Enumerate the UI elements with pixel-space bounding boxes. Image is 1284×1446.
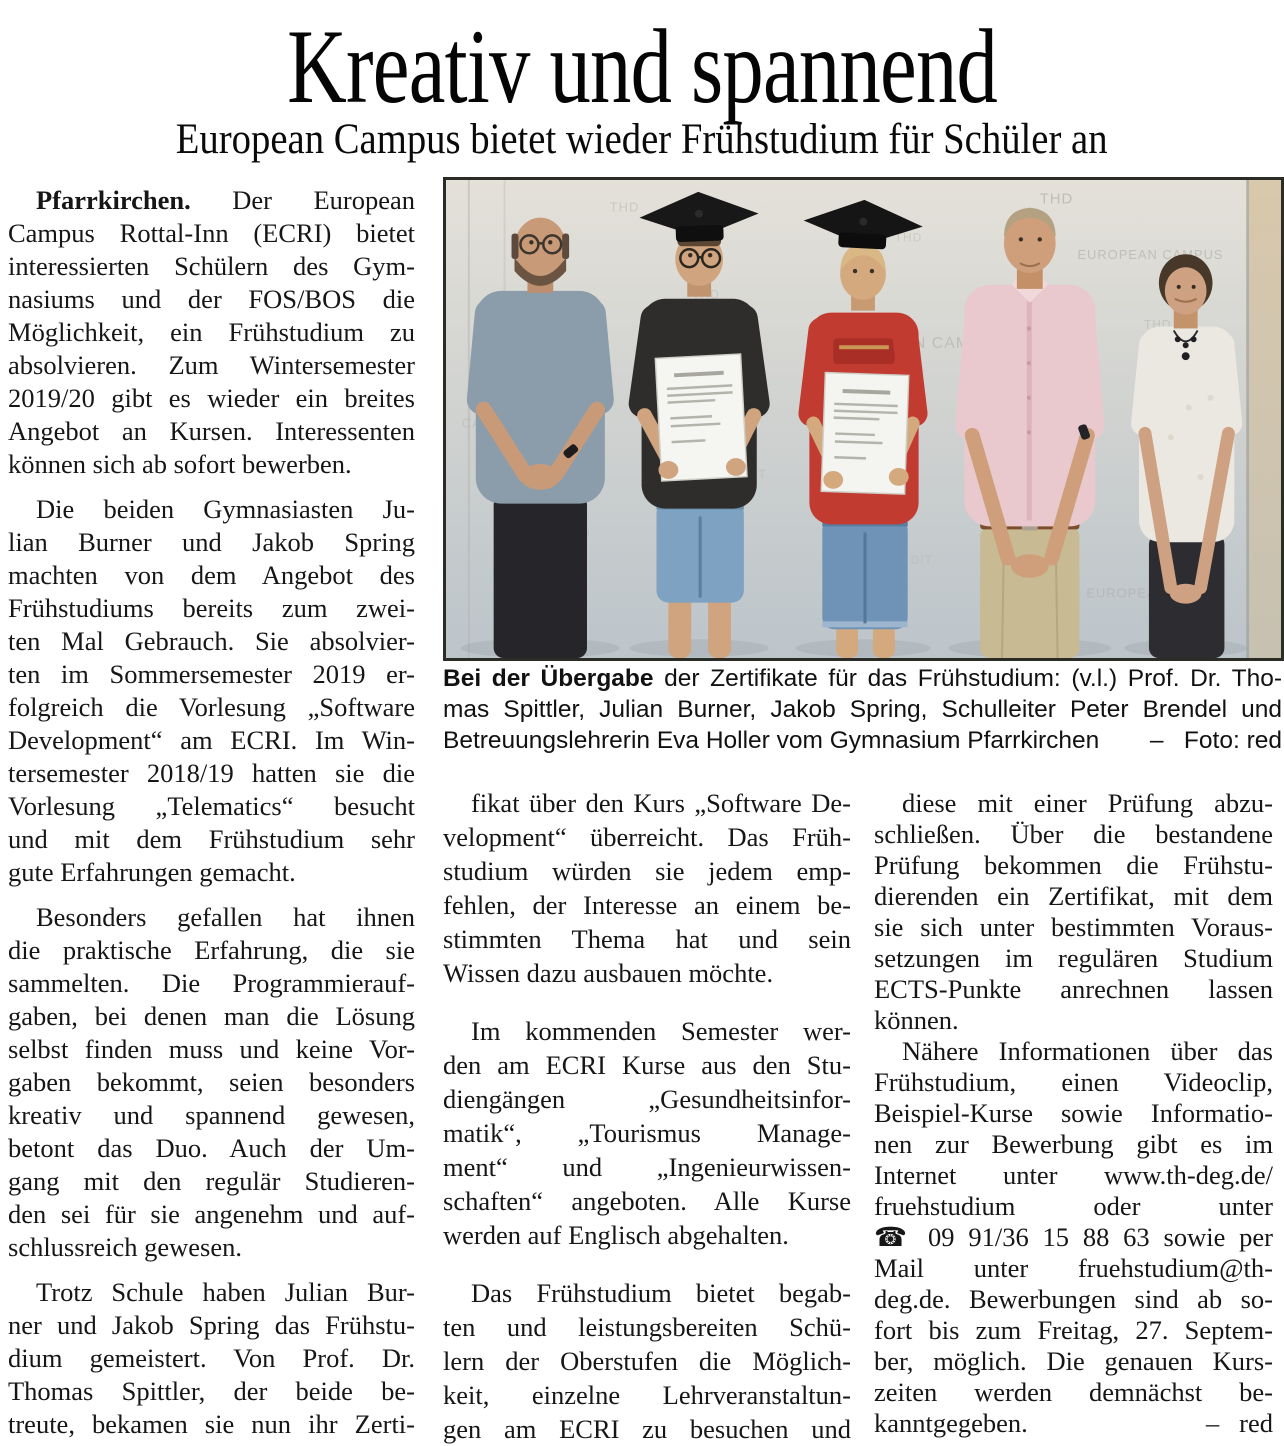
- text-line: ner und Jakob Spring das Frühstu-: [8, 1310, 415, 1340]
- text-line: deg.de. Bewerbungen sind ab so-: [874, 1284, 1273, 1314]
- text-line: machten von dem Angebot des: [8, 560, 415, 590]
- text-line: diengängen „Gesundheitsinfor-: [443, 1084, 851, 1114]
- text-line: selbst finden muss und keine Vor-: [8, 1034, 415, 1064]
- text-line: und mit dem Frühstudium sehr: [8, 824, 415, 854]
- text-line: ten im Sommersemester 2019 er-: [8, 659, 415, 689]
- text-line: Bei der Übergabe der Zertifikate für das Frühstudium: (v.l.) Prof. Dr. Tho-: [443, 665, 1282, 692]
- text-line: fikat über den Kurs „Software De-: [471, 788, 851, 818]
- text-line: nen zur Bewerbung gibt es im: [874, 1129, 1273, 1159]
- text-line: Frühstudiums bereits zum zwei-: [8, 593, 415, 623]
- text-line: sammelten. Die Programmierauf-: [8, 968, 415, 998]
- text-line: sie sich unter bestimmten Voraus-: [874, 912, 1273, 942]
- text-line: tersemester 2018/19 hatten sie die: [8, 758, 415, 788]
- text-line: ment“ und „Ingenieurwissen-: [443, 1152, 851, 1182]
- paragraph: [8, 184, 415, 481]
- text-line: die praktische Erfahrung, die sie: [8, 935, 415, 965]
- text-line: absolvieren. Zum Wintersemester: [8, 350, 415, 380]
- subheadline-text: European Campus bietet wieder Frühstudium für Schüler an: [176, 116, 1108, 163]
- text-line: lern der Oberstufen die Möglich-: [443, 1346, 851, 1376]
- paragraph: [874, 788, 1273, 1036]
- text-line: stimmten Thema hat und sein: [443, 924, 851, 954]
- text-line: schlussreich gewesen.: [8, 1232, 243, 1262]
- text-line: diese mit einer Prüfung abzu-: [902, 788, 1273, 818]
- text-line: Prüfung bekommen die Frühstu-: [874, 850, 1273, 880]
- text-line: fort bis zum Freitag, 27. Septem-: [874, 1315, 1273, 1345]
- text-line: gang mit den regulär Studieren-: [8, 1166, 415, 1196]
- text-line: betont das Duo. Auch der Um-: [8, 1133, 415, 1163]
- paragraph: [443, 1014, 851, 1252]
- text-line: Wissen dazu ausbauen möchte.: [443, 958, 774, 988]
- text-line: 2019/20 gibt es wieder ein breites: [8, 383, 415, 413]
- text-line: zeiten werden demnächst be-: [874, 1377, 1273, 1407]
- text-line: dierenden ein Zertifikat, mit dem: [874, 881, 1273, 911]
- text-line: fruehstudium oder unter: [874, 1191, 1273, 1221]
- text-line: lian Burner und Jakob Spring: [8, 527, 415, 557]
- text-line: ber, möglich. Die genauen Kurs-: [874, 1346, 1273, 1376]
- text-line: Die beiden Gymnasiasten Ju-: [36, 494, 415, 524]
- article-photo: [443, 177, 1284, 661]
- text-line: ten und leistungsbereiten Schü-: [443, 1312, 851, 1342]
- text-line: velopment“ überreicht. Das Früh-: [443, 822, 851, 852]
- text-line: Frühstudium, einen Videoclip,: [874, 1067, 1273, 1097]
- text-line: Nähere Informationen über das: [902, 1036, 1273, 1066]
- text-line: gaben bekommt, seien besonders: [8, 1067, 415, 1097]
- text-line: fehlen, der Interesse an einem be-: [443, 890, 851, 920]
- text-line: Trotz Schule haben Julian Bur-: [36, 1277, 415, 1307]
- text-line: Das Frühstudium bietet begab-: [471, 1278, 851, 1308]
- text-line: gen am ECRI zu besuchen und: [443, 1414, 851, 1444]
- text-line: Campus Rottal-Inn (ECRI) bietet: [8, 218, 415, 248]
- text-line: treute, bekamen sie nun ihr Zerti-: [8, 1409, 415, 1439]
- text-line: Möglichkeit, ein Frühstudium zu: [8, 317, 415, 347]
- text-column-2: [443, 786, 851, 1446]
- text-line: können sich ab sofort bewerben.: [8, 449, 352, 479]
- text-line: ☎ 09 91/36 15 88 63 sowie per: [874, 1222, 1273, 1252]
- text-line: gaben, bei denen man die Lösung: [8, 1001, 415, 1031]
- text-line: keit, einzelne Lehrveranstaltun-: [443, 1380, 851, 1410]
- text-line: Angebot an Kursen. Interessenten: [8, 416, 415, 446]
- text-line: Beispiel-Kurse sowie Informatio-: [874, 1098, 1273, 1128]
- text-line: Betreuungslehrerin Eva Holler vom Gymnasium Pfarrkirchen – Foto: red: [443, 727, 1282, 754]
- text-line: mas Spittler, Julian Burner, Jakob Spring, Schulleiter Peter Brendel und: [443, 696, 1282, 723]
- text-line: Mail unter fruehstudium@th-: [874, 1253, 1273, 1283]
- text-line: Internet unter www.th-deg.de/: [874, 1160, 1273, 1190]
- photo-caption: [443, 663, 1282, 756]
- paragraph: [8, 901, 415, 1264]
- text-line: ECTS-Punkte anrechnen lassen: [874, 974, 1273, 1004]
- text-line: schaften“ angeboten. Alle Kurse: [443, 1186, 851, 1216]
- paragraph: [443, 1276, 851, 1446]
- subheadline: [0, 114, 1284, 166]
- text-line: studium würden sie jedem emp-: [443, 856, 851, 886]
- text-line: kreativ und spannend gewesen,: [8, 1100, 415, 1130]
- text-line: matik“, „Tourismus Manage-: [443, 1118, 851, 1148]
- text-line: werden auf Englisch abgehalten.: [443, 1220, 789, 1250]
- text-line: kanntgegeben. – red: [874, 1408, 1273, 1438]
- text-line: Im kommenden Semester wer-: [471, 1016, 851, 1046]
- paragraph: [443, 786, 851, 990]
- headline: [0, 8, 1284, 125]
- text-line: folgreich die Vorlesung „Software: [8, 692, 415, 722]
- paragraph: [8, 493, 415, 889]
- text-line: nasiums und der FOS/BOS die: [8, 284, 415, 314]
- text-line: Development“ am ECRI. Im Win-: [8, 725, 415, 755]
- text-line: können.: [874, 1005, 959, 1035]
- text-line: Thomas Spittler, der beide be-: [8, 1376, 415, 1406]
- text-line: den sei für sie angenehm und auf-: [8, 1199, 415, 1229]
- photo-illustration: [446, 180, 1281, 658]
- text-column-1: [8, 184, 415, 1441]
- text-line: Pfarrkirchen. Der European: [36, 185, 415, 215]
- paragraph: [8, 1276, 415, 1441]
- text-line: den am ECRI Kurse aus den Stu-: [443, 1050, 851, 1080]
- text-line: gute Erfahrungen gemacht.: [8, 857, 296, 887]
- text-line: setzungen im regulären Studium: [874, 943, 1273, 973]
- text-line: interessierten Schülern des Gym-: [8, 251, 415, 281]
- text-column-3: [874, 788, 1273, 1439]
- paragraph: [874, 1036, 1273, 1439]
- text-line: Besonders gefallen hat ihnen: [36, 902, 415, 932]
- headline-text: Kreativ und spannend: [287, 8, 997, 125]
- text-line: dium gemeistert. Von Prof. Dr.: [8, 1343, 415, 1373]
- text-line: ten Mal Gebrauch. Sie absolvier-: [8, 626, 415, 656]
- text-line: Vorlesung „Telematics“ besucht: [8, 791, 415, 821]
- text-line: schließen. Über die bestandene: [874, 819, 1273, 849]
